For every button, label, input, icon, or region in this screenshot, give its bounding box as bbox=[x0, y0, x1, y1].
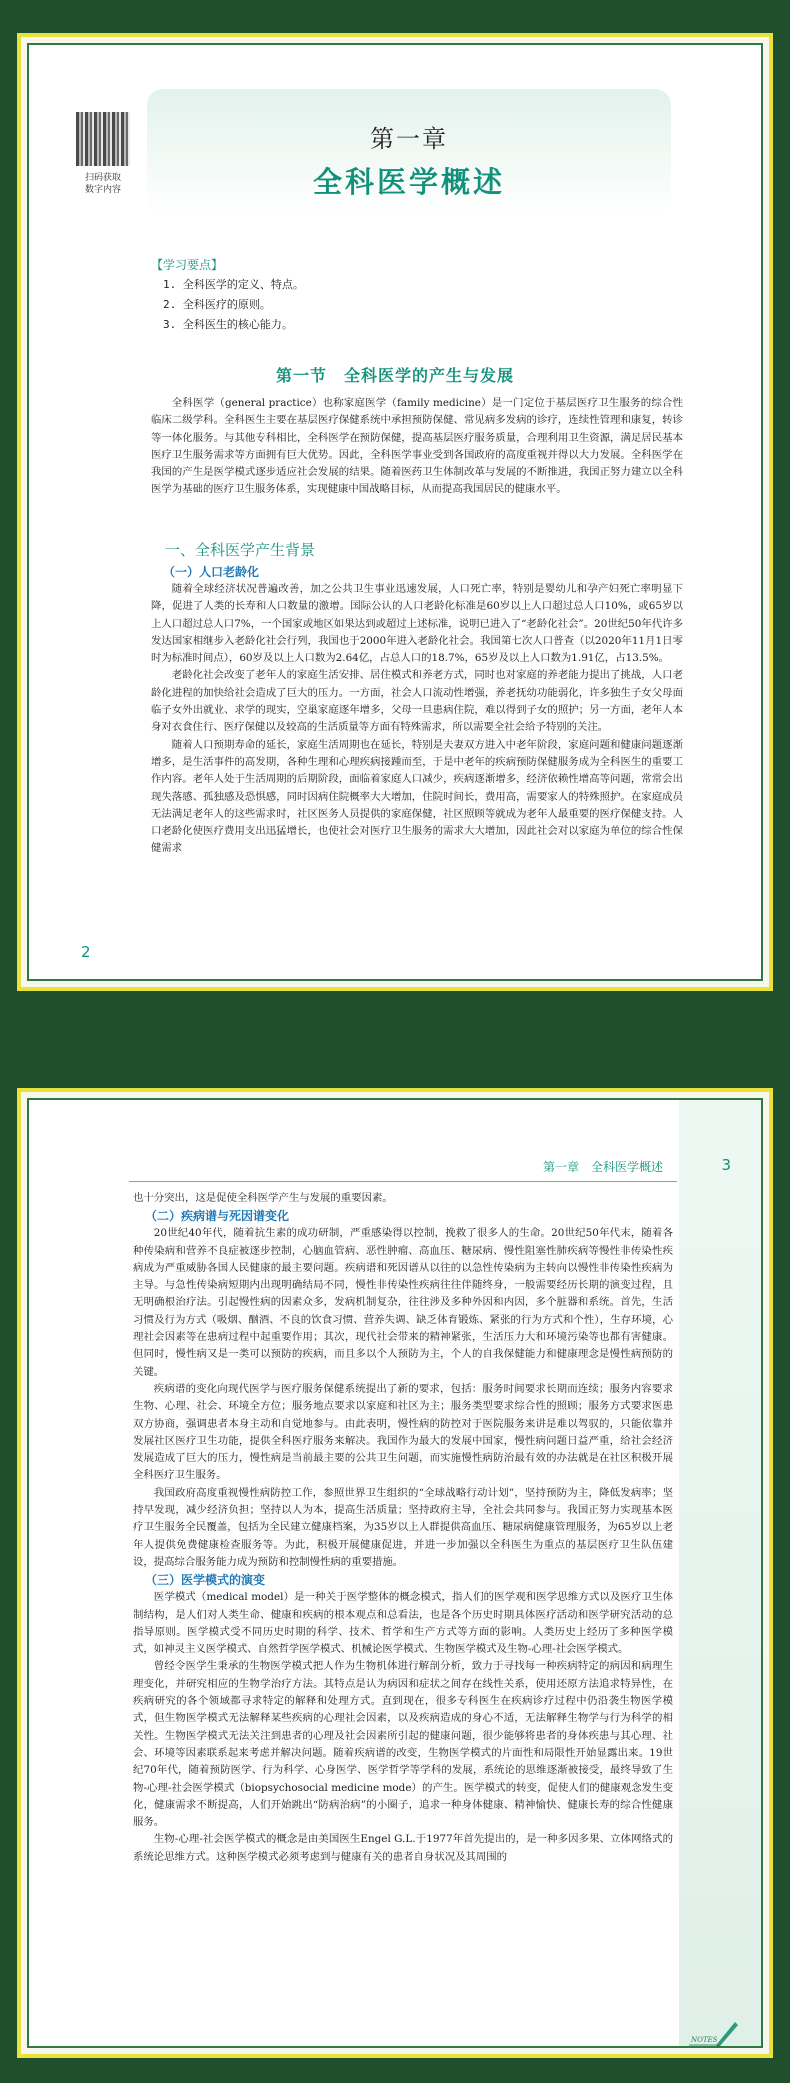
body-paragraph: 曾经令医学生秉承的生物医学模式把人作为生物机体进行解剖分析，致力于寻找每一种疾病特定的病因和病理生理变化，并研究相应的生物学治疗方法。其特点是认为病因和症状之间存在线性关系，使用还原方法追求特异性，在疾病研究的各个领域都寻求特定的解释和处理方式。直到现在，很多专科医生在疾病诊疗过程中仍沿袭生物医学模式，但生物医学模式无法解释某些疾病的心理社会因素，以及疾病造成的身心不适，无法解释生物学与行为科学的相关性。生物医学模式无法关注到患者的心理及社会因素所引起的健康问题，很少能够将患者的身体疾患与其心理、社会、环境等因素联系起来考虑并解决问题。随着疾病谱的改变，生物医学模式的片面性和局限性开始显露出来。19世纪70年代，随着预防医学、行为科学、心身医学、医学哲学等学科的发展，系统论的思维逐渐被接受，最终导致了生物-心理-社会医学模式（biopsychosocial medicine mode）的产生。医学模式的转变，促使人们的健康观念发生变化，健康需求不断提高，人们开始跳出“防病治病”的小圈子，追求一种身体健康、精神愉快、健康长寿的综合性健康服务。 bbox=[133, 1660, 673, 1829]
body-section-page2 bbox=[133, 1190, 673, 1866]
notes-margin bbox=[679, 1100, 761, 2046]
key-points-heading: 【学习要点】 bbox=[151, 258, 224, 272]
body-paragraph: 疾病谱的变化向现代医学与医疗服务保健系统提出了新的要求，包括：服务时间要求长期而连续；服务内容要求生物、心理、社会、环境全方位；服务地点要求以家庭和社区为主；服务类型要求综合性的照顾；服务方式要求医患双方协商，强调患者本身主动和自觉地参与。由此表明，慢性病的防控对于医院服务来讲是难以驾驭的，只能依靠并发展社区医疗卫生功能，提供全科医疗服务来解决。我国作为最大的发展中国家，慢性病问题日益严重，给社会经济发展造成了巨大的压力，慢性病是当前最主要的公共卫生问题，而实施慢性病防治最有效的办法就是在社区积极开展全科医疗卫生服务。 bbox=[133, 1382, 673, 1482]
body-paragraph: 随着全球经济状况普遍改善，加之公共卫生事业迅速发展，人口死亡率，特别是婴幼儿和孕产妇死亡率明显下降，促进了人类的长寿和人口数量的激增。国际公认的人口老龄化标准是60岁以上人口超过总人口10%，或65岁以上人口超过总人口7%，一个国家或地区如果达到或超过上述标准，说明已进入了“老龄化社会”。20世纪50年代许多发达国家相继步入老龄化社会行列，我国也于2000年进入老龄化社会。我国第七次人口普查（以2020年11月1日零时为标准时间点），60岁及以上人口数为2.64亿，占总人口的18.7%，65岁及以上人口数为1.91亿，占13.5%。 bbox=[151, 583, 683, 665]
notes-pen-icon bbox=[687, 2018, 741, 2048]
qr-code-icon[interactable] bbox=[76, 112, 130, 166]
chapter-title: 全科医学概述 bbox=[312, 165, 505, 199]
chapter-number: 第一章 bbox=[370, 125, 448, 153]
key-point-item: 2. 全科医疗的原则。 bbox=[163, 298, 271, 311]
body-paragraph: 也十分突出，这是促使全科医学产生与发展的重要因素。 bbox=[133, 1192, 393, 1204]
body-section-aging bbox=[151, 563, 683, 858]
heading-level-1: 一、全科医学产生背景 bbox=[165, 541, 316, 559]
heading-level-2: （二）疾病谱与死因谱变化 bbox=[145, 1209, 290, 1224]
body-paragraph: 医学模式（medical model）是一种关于医学整体的概念模式，指人们的医学观和医学思维方式以及医疗卫生体制结构，是人们对人类生命、健康和疾病的根本观点和总看法，也是各个历史时期具体医疗活动和医学研究活动的总指导原则。医学模式受不同历史时期的科学、技术、哲学和生产方式等方面的影响。人类历史上经历了多种医学模式，如神灵主义医学模式、自然哲学医学模式、机械论医学模式、生物医学模式及生物-心理-社会医学模式。 bbox=[133, 1591, 673, 1656]
body-paragraph: 我国政府高度重视慢性病防控工作，参照世界卫生组织的“全球战略行动计划”，坚持预防为主，降低发病率；坚持早发现，减少经济负担；坚持以人为本，提高生活质量；坚持政府主导，全社会共同参与。我国正努力实现基本医疗卫生服务全民覆盖，包括为全民建立健康档案，为35岁以上人群提供高血压、糖尿病健康管理服务，为65岁以上老年人提供免费健康检查服务等。为此，积极开展健康促进，并进一步加强以全科医生为重点的基层医疗卫生队伍建设，提高综合服务能力成为预防和控制慢性病的重要措施。 bbox=[133, 1486, 673, 1568]
intro-paragraph: 全科医学（general practice）也称家庭医学（family medicine）是一门定位于基层医疗卫生服务的综合性临床二级学科。全科医生主要在基层医疗保健系统中承担预防保健、常见病多发病的诊疗，连续性管理和康复，转诊等一体化服务。与其他专科相比，全科医学在预防保健，提高基层医疗服务质量，合理利用卫生资源，满足居民基本医疗卫生服务需求等方面拥有巨大优势。因此，全科医学事业受到各国政府的高度重视并得以大力发展。全科医学在我国的产生是医学模式逐步适应社会发展的结果。随着医药卫生体制改革与发展的不断推进，我国正努力建立以全科医学为基础的医疗卫生服务体系，实现健康中国战略目标，从而提高我国居民的健康水平。 bbox=[151, 397, 683, 496]
chapter-banner bbox=[147, 89, 671, 213]
body-paragraph: 随着人口预期寿命的延长，家庭生活周期也在延长，特别是夫妻双方进入中老年阶段，家庭问题和健康问题逐渐增多，是生活事件的高发期，各种生理和心理疾病接踵而至，于是中老年的疾病预防保健服务成为全科医生的重要工作内容。老年人处于生活周期的后期阶段，面临着家庭人口减少，疾病逐渐增多，经济依赖性增高等问题，常常会出现失落感、孤独感及恐惧感，同时因病住院概率大大增加，住院时间长，费用高，需要家人的特殊照护。在家庭成员无法满足老年人的这些需求时，社区医务人员提供的家庭保健，社区照顾等就成为老年人最重要的医疗保健支持。人口老龄化使医疗费用支出迅猛增长，也使社会对医疗卫生服务的需求大大增加，因此社会对以家庭为单位的综合性保健需求 bbox=[151, 738, 683, 855]
key-point-item: 1. 全科医学的定义、特点。 bbox=[163, 278, 304, 291]
heading-level-2: （三）医学模式的演变 bbox=[145, 1573, 266, 1588]
notes-label: NOTES bbox=[691, 2036, 718, 2044]
book-page-right bbox=[17, 1088, 773, 2058]
body-paragraph: 生物-心理-社会医学模式的概念是由美国医生Engel G.L.于1977年首先提出的，是一种多因多果、立体网络式的系统论思维方式。这种医学模式必须考虑到与健康有关的患者自身状况及其周围的 bbox=[133, 1833, 673, 1863]
page-number: 3 bbox=[721, 1156, 731, 1174]
qr-caption: 扫码获取 数字内容 bbox=[84, 173, 121, 195]
key-point-item: 3. 全科医生的核心能力。 bbox=[163, 318, 293, 331]
key-points bbox=[151, 255, 304, 335]
intro-paragraph-block bbox=[151, 395, 683, 499]
qr-code-block[interactable] bbox=[73, 112, 133, 196]
heading-level-2: （一）人口老龄化 bbox=[163, 565, 260, 579]
book-page-left bbox=[17, 33, 773, 991]
page-content bbox=[27, 1098, 763, 2048]
section-title: 第一节 全科医学的产生与发展 bbox=[275, 366, 514, 385]
body-paragraph: 老龄化社会改变了老年人的家庭生活安排、居住模式和养老方式，同时也对家庭的养老能力提出了挑战，人口老龄化进程的加快给社会造成了巨大的压力。一方面，社会人口流动性增强，养老抚幼功能弱化，许多独生子女父母面临子女外出就业、求学的现实，空巢家庭逐年增多，父母一旦患病住院，难以得到子女的照护；另一方面，老年人本身对衣食住行、医疗保健以及较高的生活质量等方面有特殊需求，所以需要全社会给予特别的关注。 bbox=[151, 669, 683, 734]
running-head: 第一章 全科医学概述 bbox=[129, 1158, 677, 1182]
page-content bbox=[27, 43, 763, 981]
page-number: 2 bbox=[81, 943, 91, 961]
body-paragraph: 20世纪40年代，随着抗生素的成功研制，严重感染得以控制，挽救了很多人的生命。20世纪50年代末，随着各种传染病和营养不良症被逐步控制，心脑血管病、恶性肿瘤、高血压、糖尿病、慢性阻塞性肺疾病等慢性非传染性疾病成为严重威胁各国人民健康的最主要问题。疾病谱和死因谱从以往的以急性传染病为主转向以慢性非传染性疾病为主导。与急性传染病短期内出现明确结局不同，慢性非传染性疾病往往伴随终身，一般需要经历长期的演变过程，且无明确根治疗法。引起慢性病的因素众多，发病机制复杂，往往涉及多种外因和内因，多个脏器和系统。首先，生活习惯及行为方式（吸烟、酗酒、不良的饮食习惯、营养失调、缺乏体育锻炼、紧张的行为方式和个性），生存环境，心理社会因素等在患病过程中起重要作用；其次，现代社会带来的精神紧张，生活压力大和环境污染等也都有害健康。但同时，慢性病又是一类可以预防的疾病，而且多以个人预防为主，个人的自我保健能力和健康理念是慢性病预防的关键。 bbox=[133, 1227, 673, 1378]
